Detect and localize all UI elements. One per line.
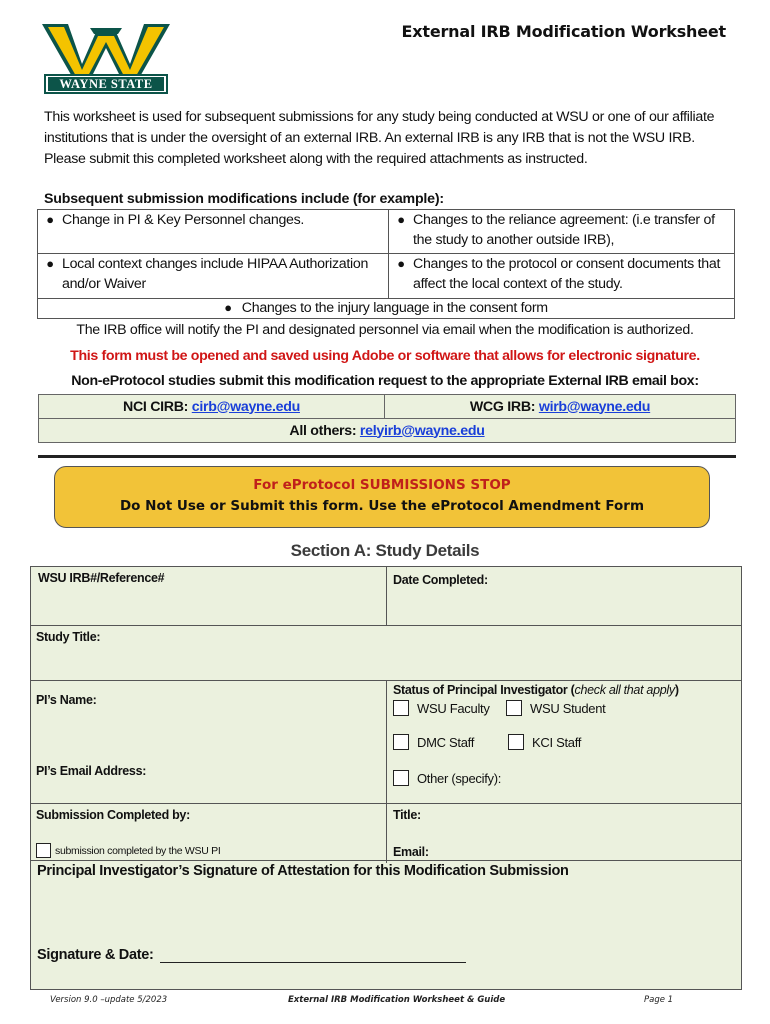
- bullet-icon: ●: [224, 299, 232, 315]
- nci-cirb-cell: [39, 395, 385, 419]
- date-completed-label: Date Completed:: [393, 573, 488, 587]
- option-label: DMC Staff: [417, 734, 475, 750]
- status-close: ): [674, 683, 679, 697]
- title-label: Title:: [393, 808, 421, 822]
- modifications-heading: Subsequent submission modifications include (for example):: [44, 191, 444, 207]
- email-label: Email:: [393, 845, 429, 859]
- nci-email-link[interactable]: cirb@wayne.edu: [191, 398, 300, 415]
- bullet-icon: ●: [46, 212, 54, 227]
- others-email-link[interactable]: relyirb@wayne.edu: [359, 422, 485, 439]
- example-item: Changes to the protocol or consent documents that affect the local context of the study.: [413, 256, 721, 293]
- signature-line[interactable]: [160, 949, 466, 963]
- bullet-icon: ●: [397, 256, 405, 272]
- pi-email-label: PI’s Email Address:: [36, 764, 147, 778]
- other-irb-cell: [39, 419, 736, 443]
- stop-banner-text: Do Not Use or Submit this form. Use the eProtocol Amendment Form: [119, 498, 645, 514]
- footer-title: External IRB Modification Worksheet & Guide: [288, 995, 506, 1005]
- logo-text: WAYNE STATE: [59, 77, 153, 91]
- example-cell: [38, 298, 735, 318]
- status-hint: check all that apply: [574, 683, 675, 697]
- bullet-icon: ●: [397, 212, 405, 227]
- wayne-state-logo: [38, 18, 174, 102]
- wsu-irb-label: WSU IRB#/Reference#: [38, 571, 165, 585]
- intro-paragraph: This worksheet is used for subsequent submissions for any study being conducted at WSU or one of our affiliate institutions that is under the oversight of an external IRB. An external IRB is any IRB that is not the WSU IRB. Please submit this completed worksheet along with the required attachments as instructed.: [44, 109, 715, 167]
- checkbox[interactable]: [393, 734, 409, 750]
- example-item: Change in PI & Key Personnel changes.: [62, 212, 305, 228]
- example-cell: [38, 210, 389, 254]
- study-title-label: Study Title:: [36, 630, 101, 644]
- status-label-text: Status of Principal Investigator (: [393, 683, 575, 697]
- others-label: All others:: [289, 422, 360, 439]
- option-label: KCI Staff: [532, 734, 582, 750]
- divider: [31, 625, 741, 626]
- example-cell: [389, 210, 735, 254]
- bullet-icon: ●: [46, 256, 54, 272]
- divider: [38, 455, 736, 458]
- example-cell: [389, 254, 735, 298]
- study-details-form: [30, 566, 742, 990]
- footer-page: Page 1: [644, 995, 674, 1005]
- example-item: Changes to the reliance agreement: (i.e transfer of the study to another outside IRB),: [413, 212, 715, 248]
- option-label: submission completed by the WSU PI: [55, 844, 221, 857]
- wcg-irb-cell: [385, 395, 736, 419]
- divider: [31, 803, 741, 804]
- non-eprotocol-note: Non-eProtocol studies submit this modification request to the appropriate External IRB email box:: [71, 373, 699, 389]
- completed-by-pi-option[interactable]: [36, 843, 220, 858]
- other-option[interactable]: [393, 770, 501, 786]
- nci-label: NCI CIRB:: [123, 398, 192, 415]
- submission-completed-by-label: Submission Completed by:: [36, 808, 190, 822]
- irb-email-table: [38, 394, 736, 443]
- option-label: WSU Faculty: [417, 700, 490, 716]
- divider: [31, 860, 741, 861]
- signature-heading: Principal Investigator’s Signature of Attestation for this Modification Submission: [37, 863, 569, 879]
- section-a-title: Section A: Study Details: [290, 541, 480, 560]
- example-item: Changes to the injury language in the consent form: [241, 299, 548, 316]
- option-label: Other (specify):: [417, 770, 502, 786]
- kci-staff-option[interactable]: [508, 734, 581, 750]
- checkbox[interactable]: [508, 734, 524, 750]
- document-title: External IRB Modification Worksheet: [401, 22, 726, 41]
- stop-banner-title: For eProtocol SUBMISSIONS STOP: [253, 477, 511, 493]
- wsu-faculty-option[interactable]: [393, 700, 490, 716]
- wcg-email-link[interactable]: wirb@wayne.edu: [538, 398, 651, 415]
- notification-note: The IRB office will notify the PI and designated personnel via email when the modification is authorized.: [76, 322, 694, 338]
- eprotocol-stop-banner: [54, 466, 710, 528]
- signature-date-label: Signature & Date:: [37, 947, 154, 963]
- divider: [386, 680, 387, 863]
- option-label: WSU Student: [530, 700, 606, 716]
- checkbox[interactable]: [393, 700, 409, 716]
- footer-version: Version 9.0 –update 5/2023: [50, 995, 168, 1005]
- divider: [386, 567, 387, 625]
- pi-status-label: [393, 683, 679, 697]
- example-item: Local context changes include HIPAA Authorization and/or Waiver: [62, 256, 369, 293]
- checkbox[interactable]: [506, 700, 522, 716]
- pi-name-label: PI’s Name:: [36, 693, 97, 707]
- wcg-label: WCG IRB:: [469, 398, 539, 415]
- adobe-warning: This form must be opened and saved using Adobe or software that allows for electronic signature.: [70, 348, 700, 364]
- dmc-staff-option[interactable]: [393, 734, 474, 750]
- checkbox[interactable]: [36, 843, 51, 858]
- modification-examples-table: [37, 209, 735, 319]
- example-cell: [38, 254, 389, 298]
- wsu-student-option[interactable]: [506, 700, 605, 716]
- signature-date-row: [37, 947, 466, 963]
- checkbox[interactable]: [393, 770, 409, 786]
